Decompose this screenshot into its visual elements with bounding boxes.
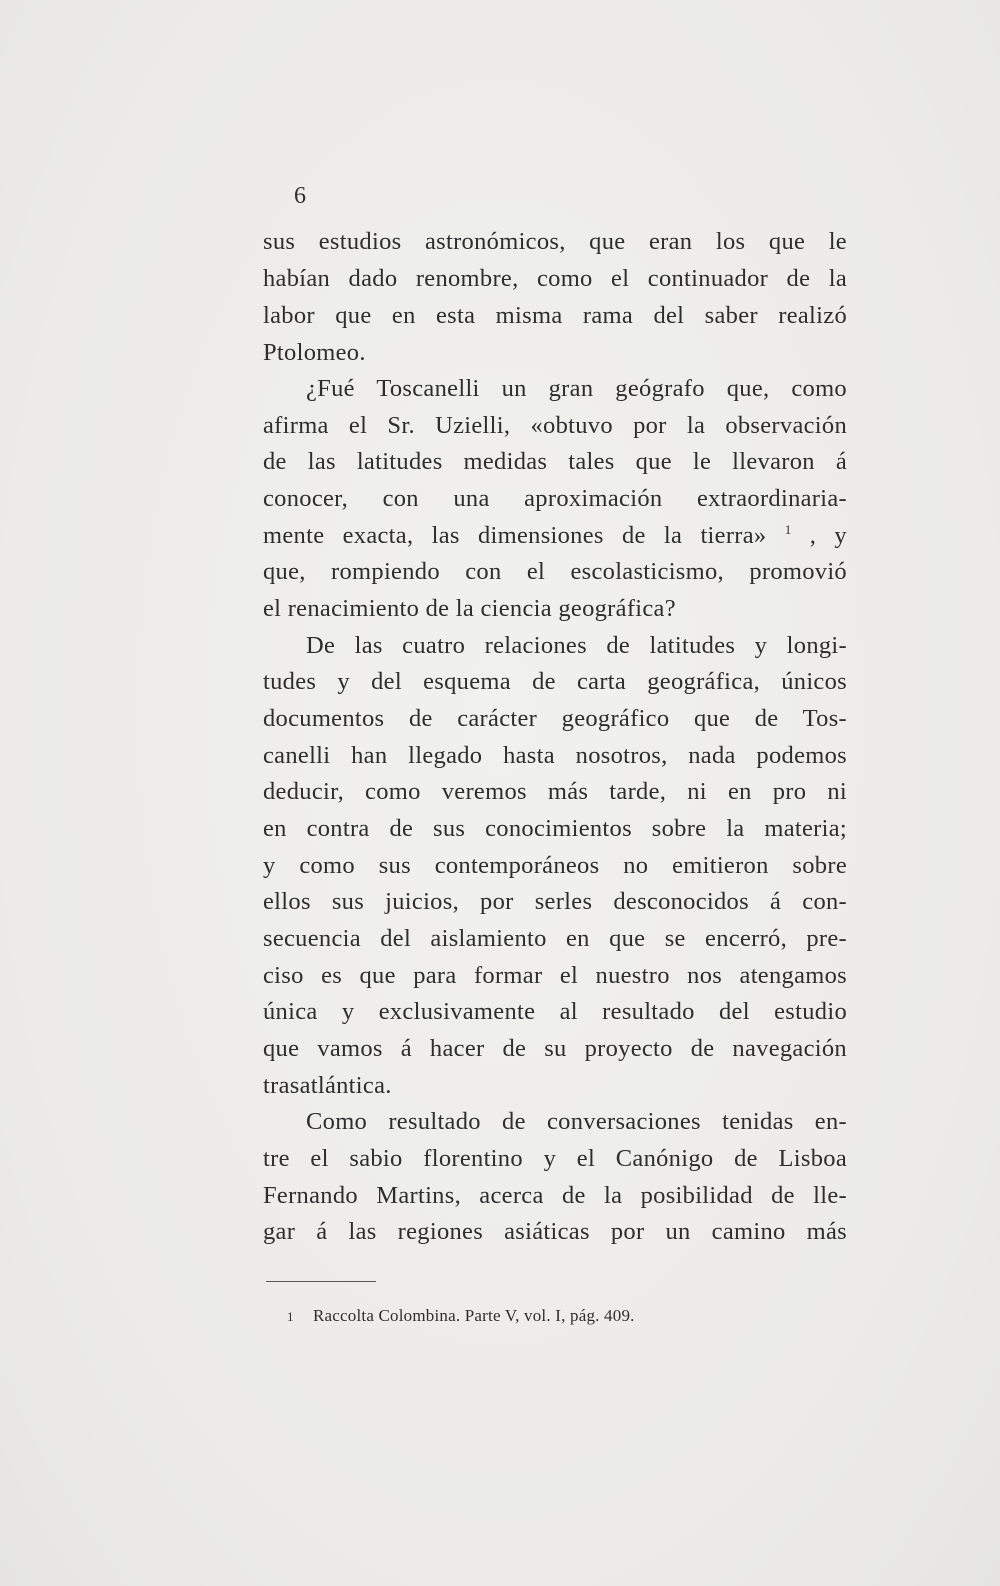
text-line: de las latitudes medidas tales que le llevaron á (263, 448, 847, 475)
paragraph-start-line: Como resultado de conversaciones tenidas en- (306, 1108, 847, 1135)
text-line: tre el sabio florentino y el Canónigo de Lisboa (263, 1145, 847, 1172)
text-line: ciso es que para formar el nuestro nos atengamos (263, 962, 847, 989)
text-line: tudes y del esquema de carta geográfica, únicos (263, 668, 847, 695)
text-line: deducir, como veremos más tarde, ni en pro ni (263, 778, 847, 805)
text-line: canelli han llegado hasta nosotros, nada podemos (263, 742, 847, 769)
text-line: el renacimiento de la ciencia geográfica? (263, 595, 676, 622)
text-line: única y exclusivamente al resultado del estudio (263, 998, 847, 1025)
text-line: que, rompiendo con el escolasticismo, promovió (263, 558, 847, 585)
text-line: conocer, con una aproximación extraordinaria- (263, 485, 847, 512)
text-line: habían dado renombre, como el continuador de la (263, 265, 847, 292)
text-line: documentos de carácter geográfico que de Tos- (263, 705, 847, 732)
text-line: afirma el Sr. Uzielli, «obtuvo por la observación (263, 412, 847, 439)
footnote-divider (266, 1281, 376, 1282)
text-line-part: , y (809, 522, 847, 549)
text-line: secuencia del aislamiento en que se encerró, pre- (263, 925, 847, 952)
text-line: ellos sus juicios, por serles desconocidos á con- (263, 888, 847, 915)
text-line: que vamos á hacer de su proyecto de navegación (263, 1035, 847, 1062)
paragraph-start-line: ¿Fué Toscanelli un gran geógrafo que, como (306, 375, 847, 402)
footnote (287, 1305, 635, 1328)
text-line: Ptolomeo. (263, 339, 366, 366)
text-line: gar á las regiones asiáticas por un camino más (263, 1218, 847, 1245)
footnote-reference: 1 (784, 521, 792, 537)
paragraph-start-line: De las cuatro relaciones de latitudes y longi- (306, 632, 847, 659)
footnote-text: Raccolta Colombina. Parte V, vol. I, pág. 409. (313, 1306, 635, 1325)
text-line: Fernando Martins, acerca de la posibilidad de lle- (263, 1182, 847, 1209)
text-line: en contra de sus conocimientos sobre la materia; (263, 815, 847, 842)
text-line-part: mente exacta, las dimensiones de la tierra» (263, 522, 767, 549)
text-line: sus estudios astronómicos, que eran los que le (263, 228, 847, 255)
text-line: labor que en esta misma rama del saber realizó (263, 302, 847, 329)
text-line: trasatlántica. (263, 1072, 392, 1099)
footnote-marker: 1 (287, 1309, 294, 1324)
text-line: y como sus contemporáneos no emitieron sobre (263, 852, 847, 879)
page-number: 6 (294, 183, 306, 209)
text-line-with-footnote-ref (263, 518, 847, 555)
